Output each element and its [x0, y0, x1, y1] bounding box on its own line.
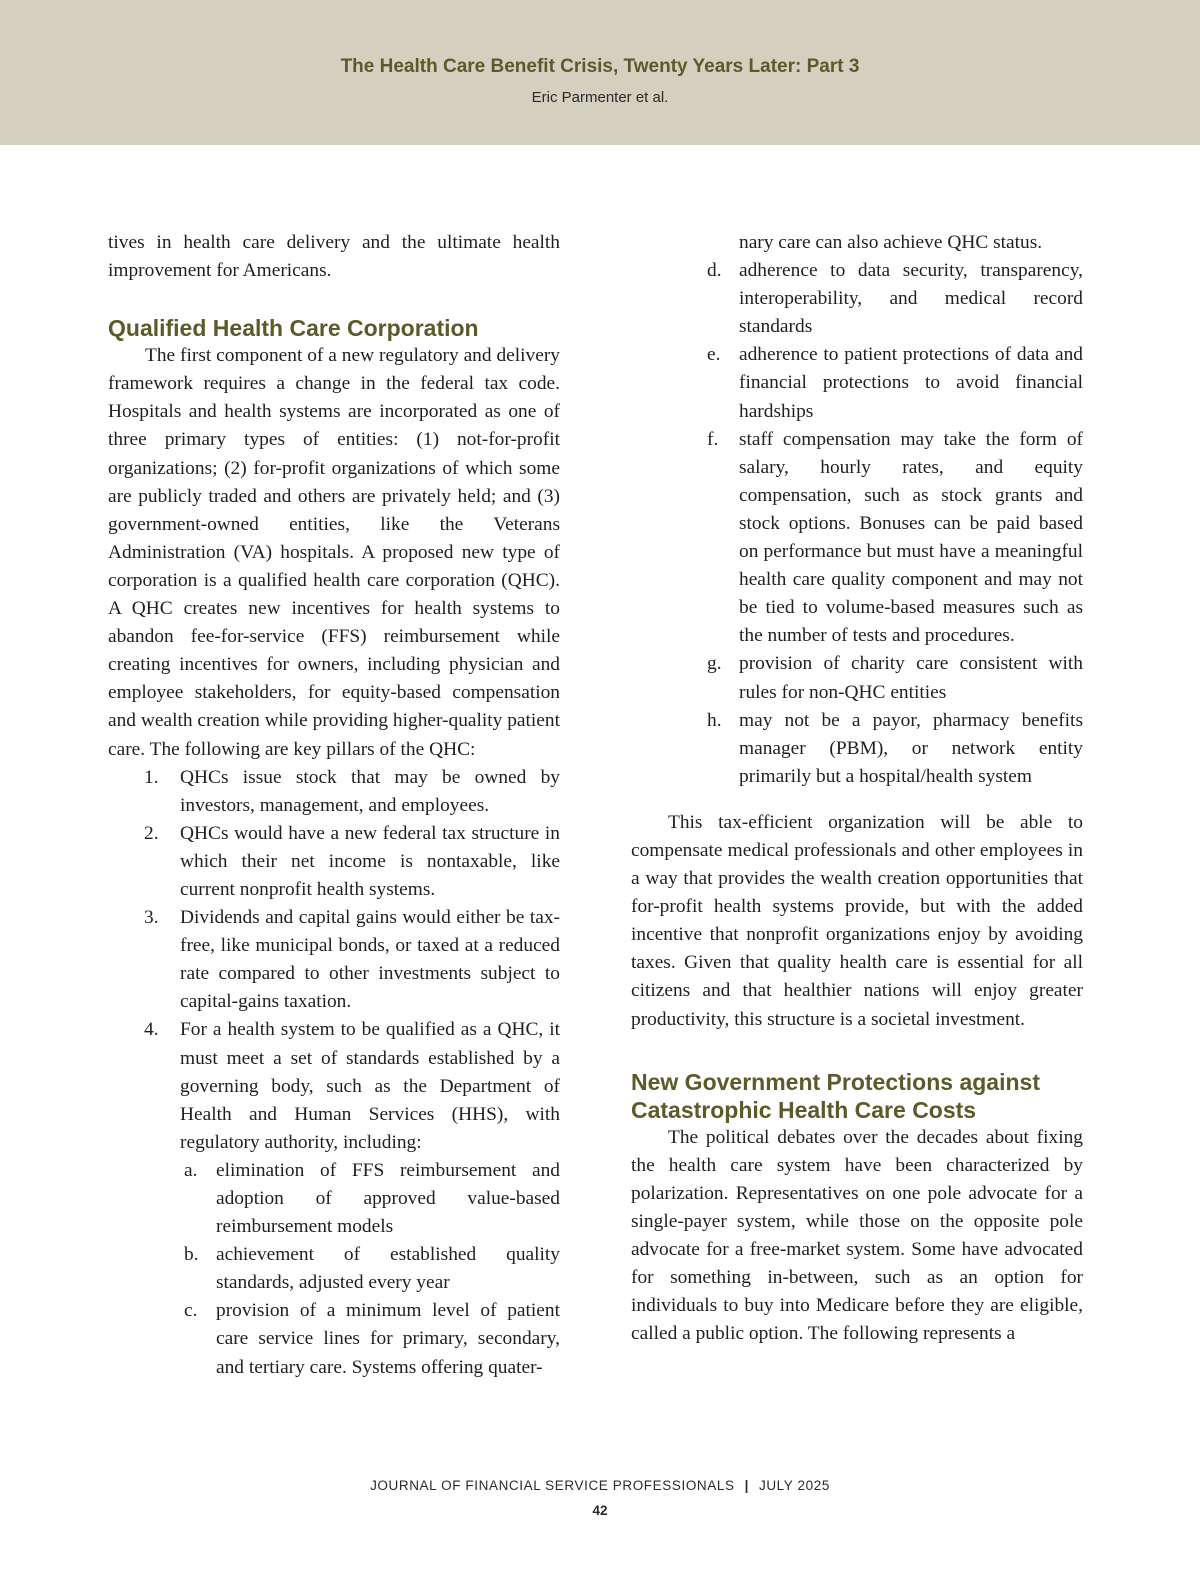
list-item-text: achievement of established quality standards, adjusted every year [216, 1244, 560, 1294]
list-marker: 1. [144, 766, 159, 788]
list-marker: c. [184, 1300, 198, 1322]
lettered-item [184, 1241, 560, 1297]
list-item-text: For a health system to be qualified as a QHC, it must meet a set of standards established by a governing body, such as the Department of Health and Human Services (HHS), with regulatory authority, including: [180, 1019, 560, 1153]
list-marker: 2. [144, 822, 159, 844]
section-heading-protections: New Government Protections against Catastrophic Health Care Costs [631, 1068, 1040, 1123]
left-column [108, 229, 560, 1382]
list-marker: f. [707, 428, 719, 450]
list-item-text: adherence to data security, transparency, interoperability, and medical record standards [739, 260, 1083, 338]
issue-date: JULY 2025 [758, 1478, 830, 1493]
list-item-text: QHCs issue stock that may be owned by investors, management, and employees. [180, 766, 560, 816]
article-title: The Health Care Benefit Crisis, Twenty Years Later: Part 3 [340, 56, 860, 77]
protections-paragraph: The political debates over the decades about fixing the health care system have been characterized by polarization. Representatives on one pole advocate for a single-payer system, while those on the opposite pole advocate for a free-market system. Some have advocated for something in-between, such as an option for individuals to buy into Medicare before they are eligible, called a public option. The following represents a [631, 1126, 1083, 1345]
article-author: Eric Parmenter et al. [531, 89, 669, 106]
list-marker: 4. [144, 1019, 159, 1041]
list-marker: a. [184, 1159, 198, 1181]
list-marker: b. [184, 1244, 199, 1266]
journal-name: JOURNAL OF FINANCIAL SERVICE PROFESSIONALS [370, 1478, 735, 1493]
lettered-item [707, 650, 1083, 706]
running-header [0, 0, 1200, 145]
running-footer [0, 1478, 1200, 1493]
list-item-text: adherence to patient protections of data and financial protections to avoid financial hardships [739, 344, 1083, 422]
lettered-item [707, 341, 1083, 425]
list-continuation: nary care can also achieve QHC status. [739, 232, 1043, 253]
right-column [631, 229, 1083, 1348]
list-item-text: staff compensation may take the form of salary, hourly rates, and equity compensation, such as stock grants and stock options. Bonuses can be paid based on performance but must have a meaningful health care quality component and may not be tied to volume-based measures such as the number of tests and procedures. [739, 428, 1083, 647]
numbered-item [144, 764, 560, 820]
lettered-item [707, 707, 1083, 791]
page-number: 42 [592, 1503, 608, 1518]
list-marker: d. [707, 260, 722, 282]
list-item-text: Dividends and capital gains would either be tax-free, like municipal bonds, or taxed at a reduced rate compared to other investments subject to capital-gains taxation. [180, 907, 560, 1013]
footer-separator: | [744, 1478, 749, 1493]
list-marker: h. [707, 709, 722, 731]
section-heading-qhc: Qualified Health Care Corporation [108, 315, 479, 342]
list-item-text: may not be a payor, pharmacy benefits manager (PBM), or network entity primarily but a hospital/health system [739, 709, 1083, 787]
qhc-paragraph: The first component of a new regulatory and delivery framework requires a change in the federal tax code. Hospitals and health systems are incorporated as one of three primary types of entities: (1) not-for-profit organizations; (2) for-profit organizations of which some are publicly traded and others are privately held; and (3) government-owned entities, like the Veterans Administration (VA) hospitals. A proposed new type of corporation is a qualified health care corporation (QHC). A QHC creates new incentives for health systems to abandon fee-for-service (FFS) reimbursement while creating incentives for owners, including physician and employee stakeholders, for equity-based compensation and wealth creation while providing higher-quality patient care. The following are key pillars of the QHC: [108, 345, 560, 760]
lettered-item [707, 257, 1083, 341]
numbered-item [144, 1016, 560, 1156]
list-item-text: provision of a minimum level of patient care service lines for primary, secondary, and tertiary care. Systems offering quater- [216, 1300, 560, 1378]
lettered-item [184, 1157, 560, 1241]
list-marker: g. [707, 653, 722, 675]
lettered-item [184, 1297, 560, 1381]
lettered-item [707, 426, 1083, 651]
qhc-summary-paragraph: This tax-efficient organization will be able to compensate medical professionals and other employees in a way that provides the wealth creation opportunities that for-profit health systems provide, but with the added incentive that nonprofit organizations enjoy by avoiding taxes. Given that quality health care is essential for all citizens and that healthier nations will enjoy greater productivity, this structure is a societal investment. [631, 811, 1083, 1030]
list-item-text: QHCs would have a new federal tax structure in which their net income is nontaxable, like current nonprofit health systems. [180, 822, 560, 900]
list-item-text: provision of charity care consistent with rules for non-QHC entities [739, 653, 1083, 703]
list-item-text: elimination of FFS reimbursement and adoption of approved value-based reimbursement models [216, 1159, 560, 1238]
list-marker: e. [707, 344, 721, 366]
numbered-item [144, 820, 560, 904]
numbered-item [144, 904, 560, 1016]
list-marker: 3. [144, 907, 159, 929]
intro-continuation: tives in health care delivery and the ultimate health improvement for Americans. [108, 232, 560, 282]
